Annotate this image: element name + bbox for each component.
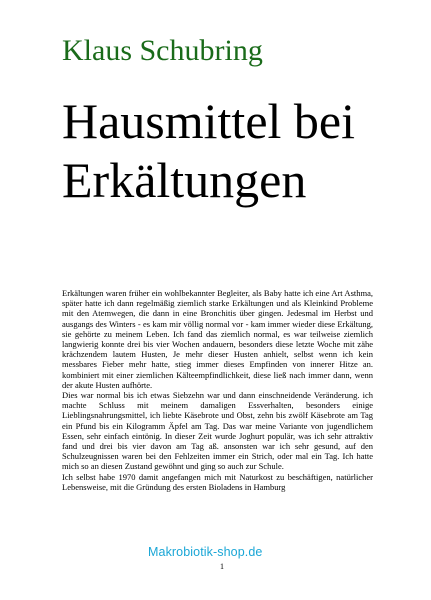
body-text <box>62 288 373 492</box>
paragraph: Ich selbst habe 1970 damit angefangen mich mit Naturkost zu beschäftigen, natürlicher Lebensweise, mit die Gründung des ersten Bioladens in Hamburg <box>62 471 373 492</box>
watermark-url: Makrobiotik-shop.de <box>148 545 263 559</box>
document-title: Hausmittel bei Erkältungen <box>62 93 355 208</box>
paragraph: Erkältungen waren früher ein wohlbekannter Begleiter, als Baby hatte ich eine Art Asthma, später hatte ich dann regelmäßig ziemlich starke Erkältungen und als Kleinkind Probleme mit den Atemwegen, die dann in eine Bronchitis über gingen. Jedesmal im Herbst und ausgangs des Winters - es kam mir völlig normal vor - kam immer wieder diese Erkältung, sie gehörte zu meinem Leben. Ich fand das ziemlich normal, es war teilweise ziemlich langwierig konnte drei bis vier Wochen andauern, besonders diese letzte Woche mit zähe krächzendem lautem Husten, Je mehr dieser Husten anhielt, selbst wenn ich kein messbares Fieber mehr hatte, stieg immer dieses Empfinden von innerer Hitze an. kombiniert mit einer ziemlichen Kälteempfindlichkeit, diese ließ nach immer dann, wenn der akute Husten aufhörte. <box>62 288 373 390</box>
page-number: 1 <box>220 562 224 571</box>
author-name: Klaus Schubring <box>62 34 263 67</box>
paragraph: Dies war normal bis ich etwas Siebzehn war und dann einschneidende Veränderung. ich machte Schluss mit meinem damaligen Essverhalten, besonders einige Lieblingsnahrungsmittel, ich liebte Käsebrote und Obst, zehn bis zwölf Käsebrote am Tag ein Pfund bis ein Kilogramm Äpfel am Tag. Das war meine Variante von jugendlichem Essen, sehr einfach eintönig. In dieser Zeit wurde Joghurt populär, was ich sehr attraktiv fand und drei bis vier davon am Tag aß. ansonsten war ich sehr gesund, auf den Schulzeugnissen waren bei den Fehlzeiten immer ein Strich, oder mal ein Tag. Ich hatte mich so an diesen Zustand gewöhnt und ging so auch zur Schule. <box>62 390 373 472</box>
